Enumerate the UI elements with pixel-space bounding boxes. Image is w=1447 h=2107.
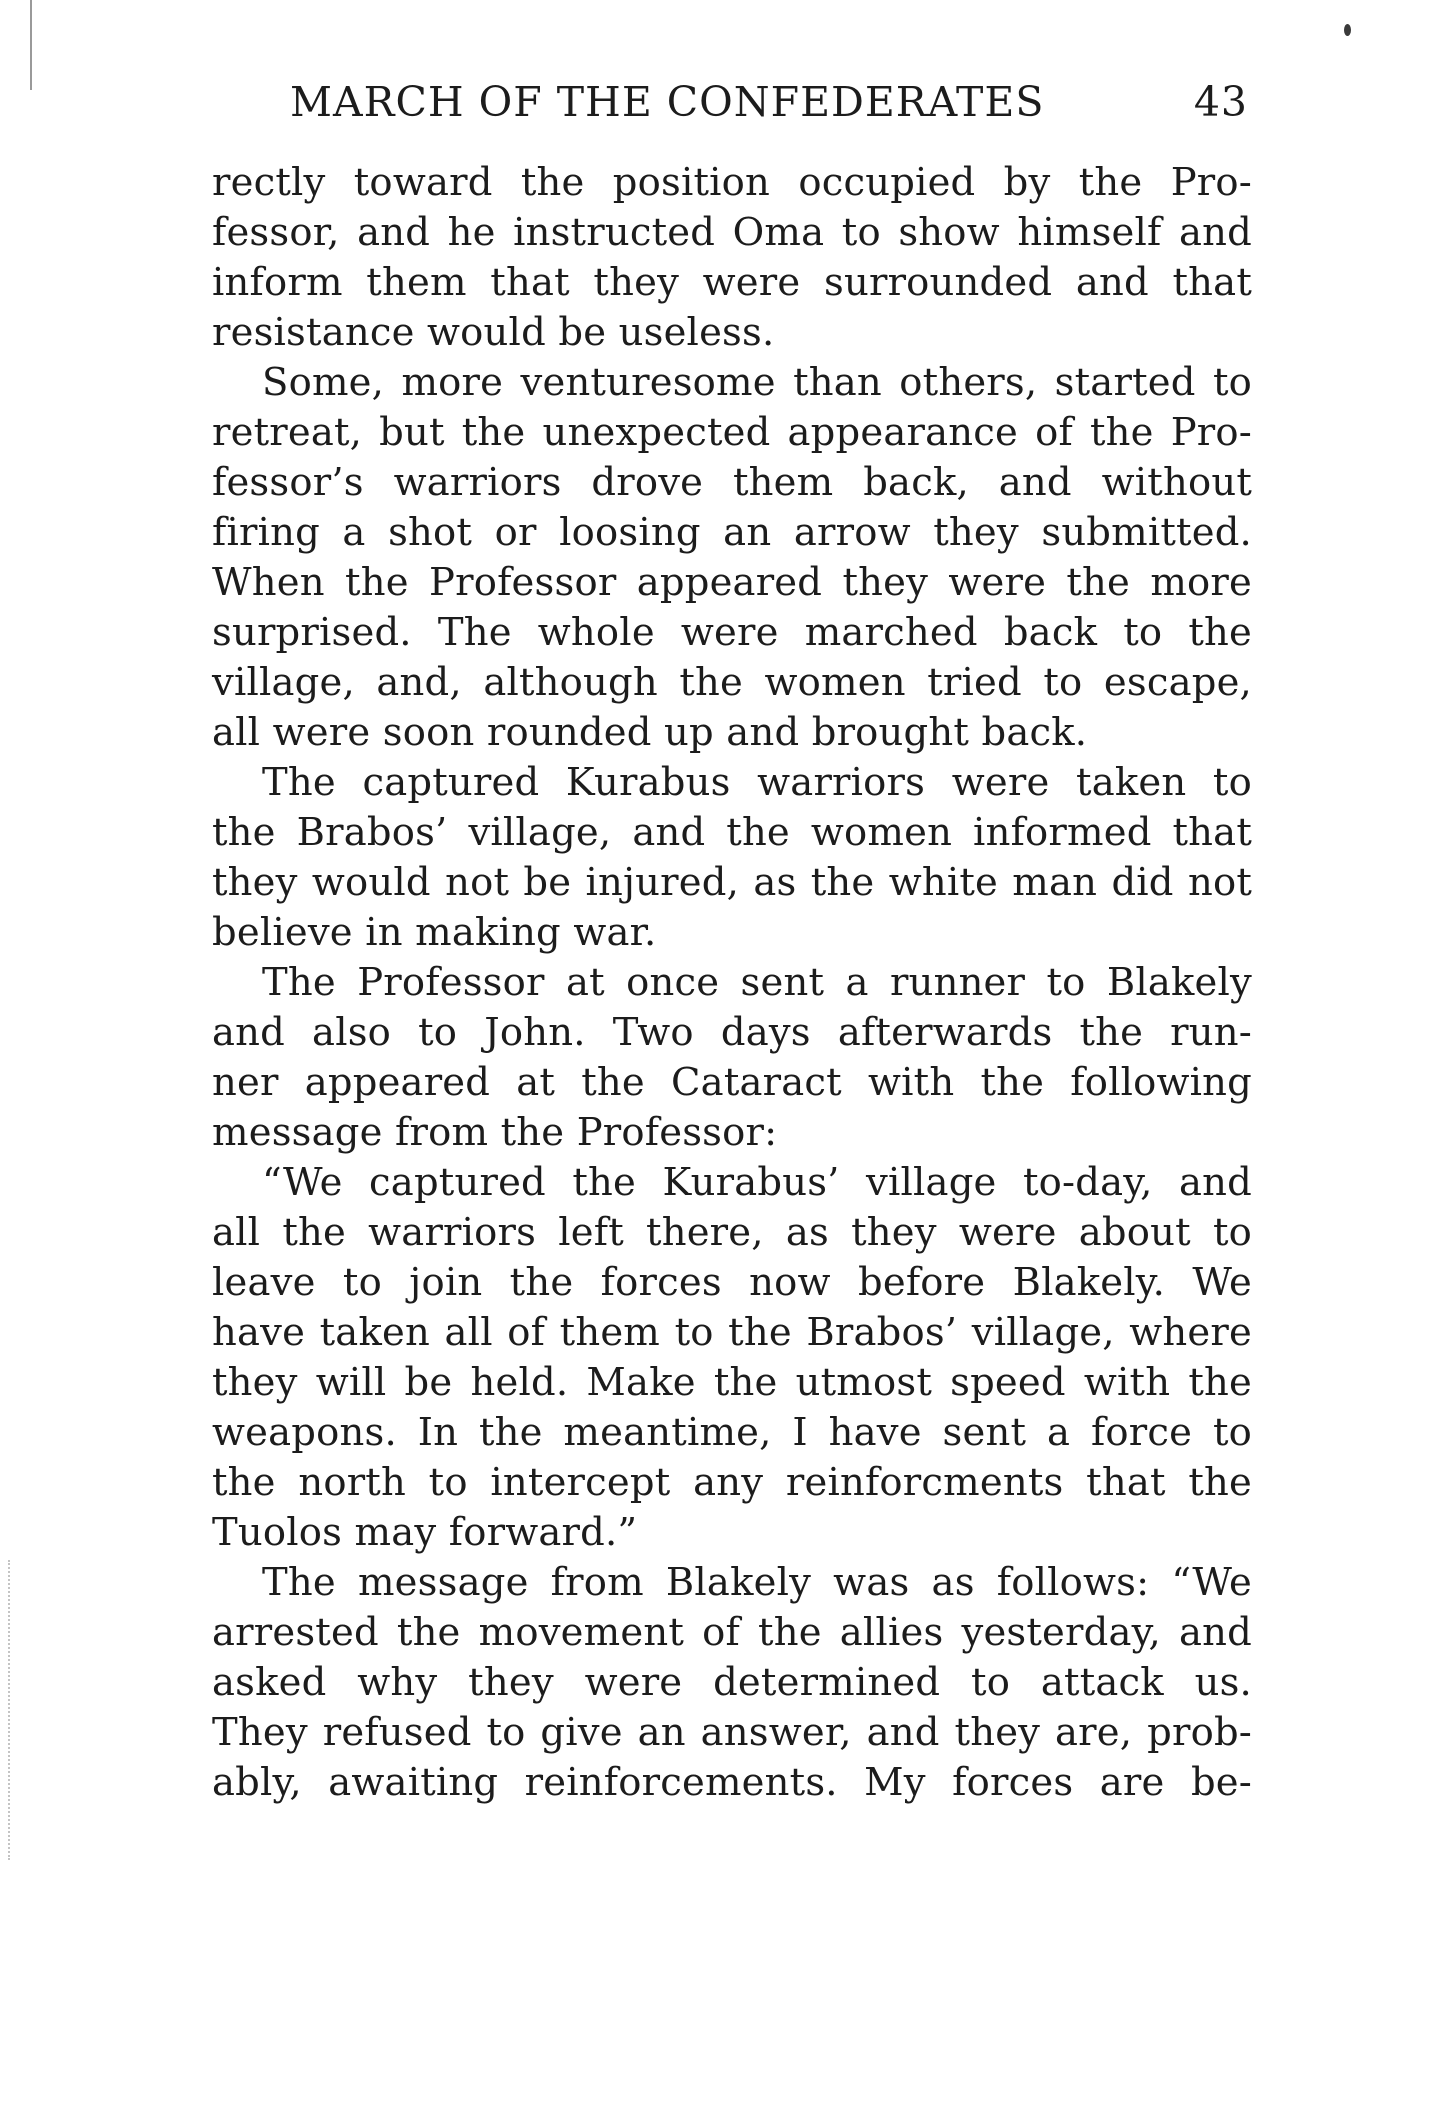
text-line: The message from Blakely was as follows: “We [262,1560,1252,1605]
text-line: Tuolos may forward.” [212,1510,638,1555]
page-edge-dots [8,1560,12,1860]
text-line: weapons. In the meantime, I have sent a force to [212,1410,1252,1455]
text-line: firing a shot or loosing an arrow they submitted. [212,510,1252,555]
text-line: fessor, and he instructed Oma to show himself and [212,210,1252,255]
text-line: asked why they were determined to attack us. [212,1660,1252,1705]
text-line: inform them that they were surrounded and that [212,260,1252,305]
text-line: rectly toward the position occupied by the Pro- [212,160,1252,205]
text-line: “We captured the Kurabus’ village to-day, and [262,1160,1252,1205]
text-line: surprised. The whole were marched back to the [212,610,1252,655]
text-line: village, and, although the women tried to escape, [212,660,1252,705]
page-edge-mark [30,0,32,90]
text-line: all were soon rounded up and brought back. [212,710,1088,755]
text-line: believe in making war. [212,910,657,955]
text-line: They refused to give an answer, and they are, prob- [212,1710,1252,1755]
text-line: have taken all of them to the Brabos’ village, where [212,1310,1252,1355]
text-line: The Professor at once sent a runner to Blakely [262,960,1252,1005]
running-title: MARCH OF THE CONFEDERATES [290,78,1045,126]
text-line: retreat, but the unexpected appearance of the Pro- [212,410,1252,455]
text-line: the north to intercept any reinforcments that the [212,1460,1252,1505]
ink-speck [1344,24,1351,36]
text-line: and also to John. Two days afterwards the run- [212,1010,1252,1055]
text-line: When the Professor appeared they were the more [212,560,1252,605]
text-line: The captured Kurabus warriors were taken to [262,760,1252,805]
page-number: 43 [1193,78,1248,126]
text-line: they will be held. Make the utmost speed with the [212,1360,1252,1405]
running-head [290,72,1248,132]
text-line: ably, awaiting reinforcements. My forces are be- [212,1760,1252,1805]
text-line: the Brabos’ village, and the women informed that [212,810,1252,855]
text-line: fessor’s warriors drove them back, and without [212,460,1252,505]
text-line: all the warriors left there, as they were about to [212,1210,1252,1255]
text-line: arrested the movement of the allies yesterday, and [212,1610,1252,1655]
text-line: leave to join the forces now before Blakely. We [212,1260,1252,1305]
text-line: resistance would be useless. [212,310,775,355]
text-line: they would not be injured, as the white man did not [212,860,1252,905]
text-line: ner appeared at the Cataract with the following [212,1060,1252,1105]
text-line: Some, more venturesome than others, started to [262,360,1252,405]
body-text [212,158,1252,1808]
text-line: message from the Professor: [212,1110,778,1155]
